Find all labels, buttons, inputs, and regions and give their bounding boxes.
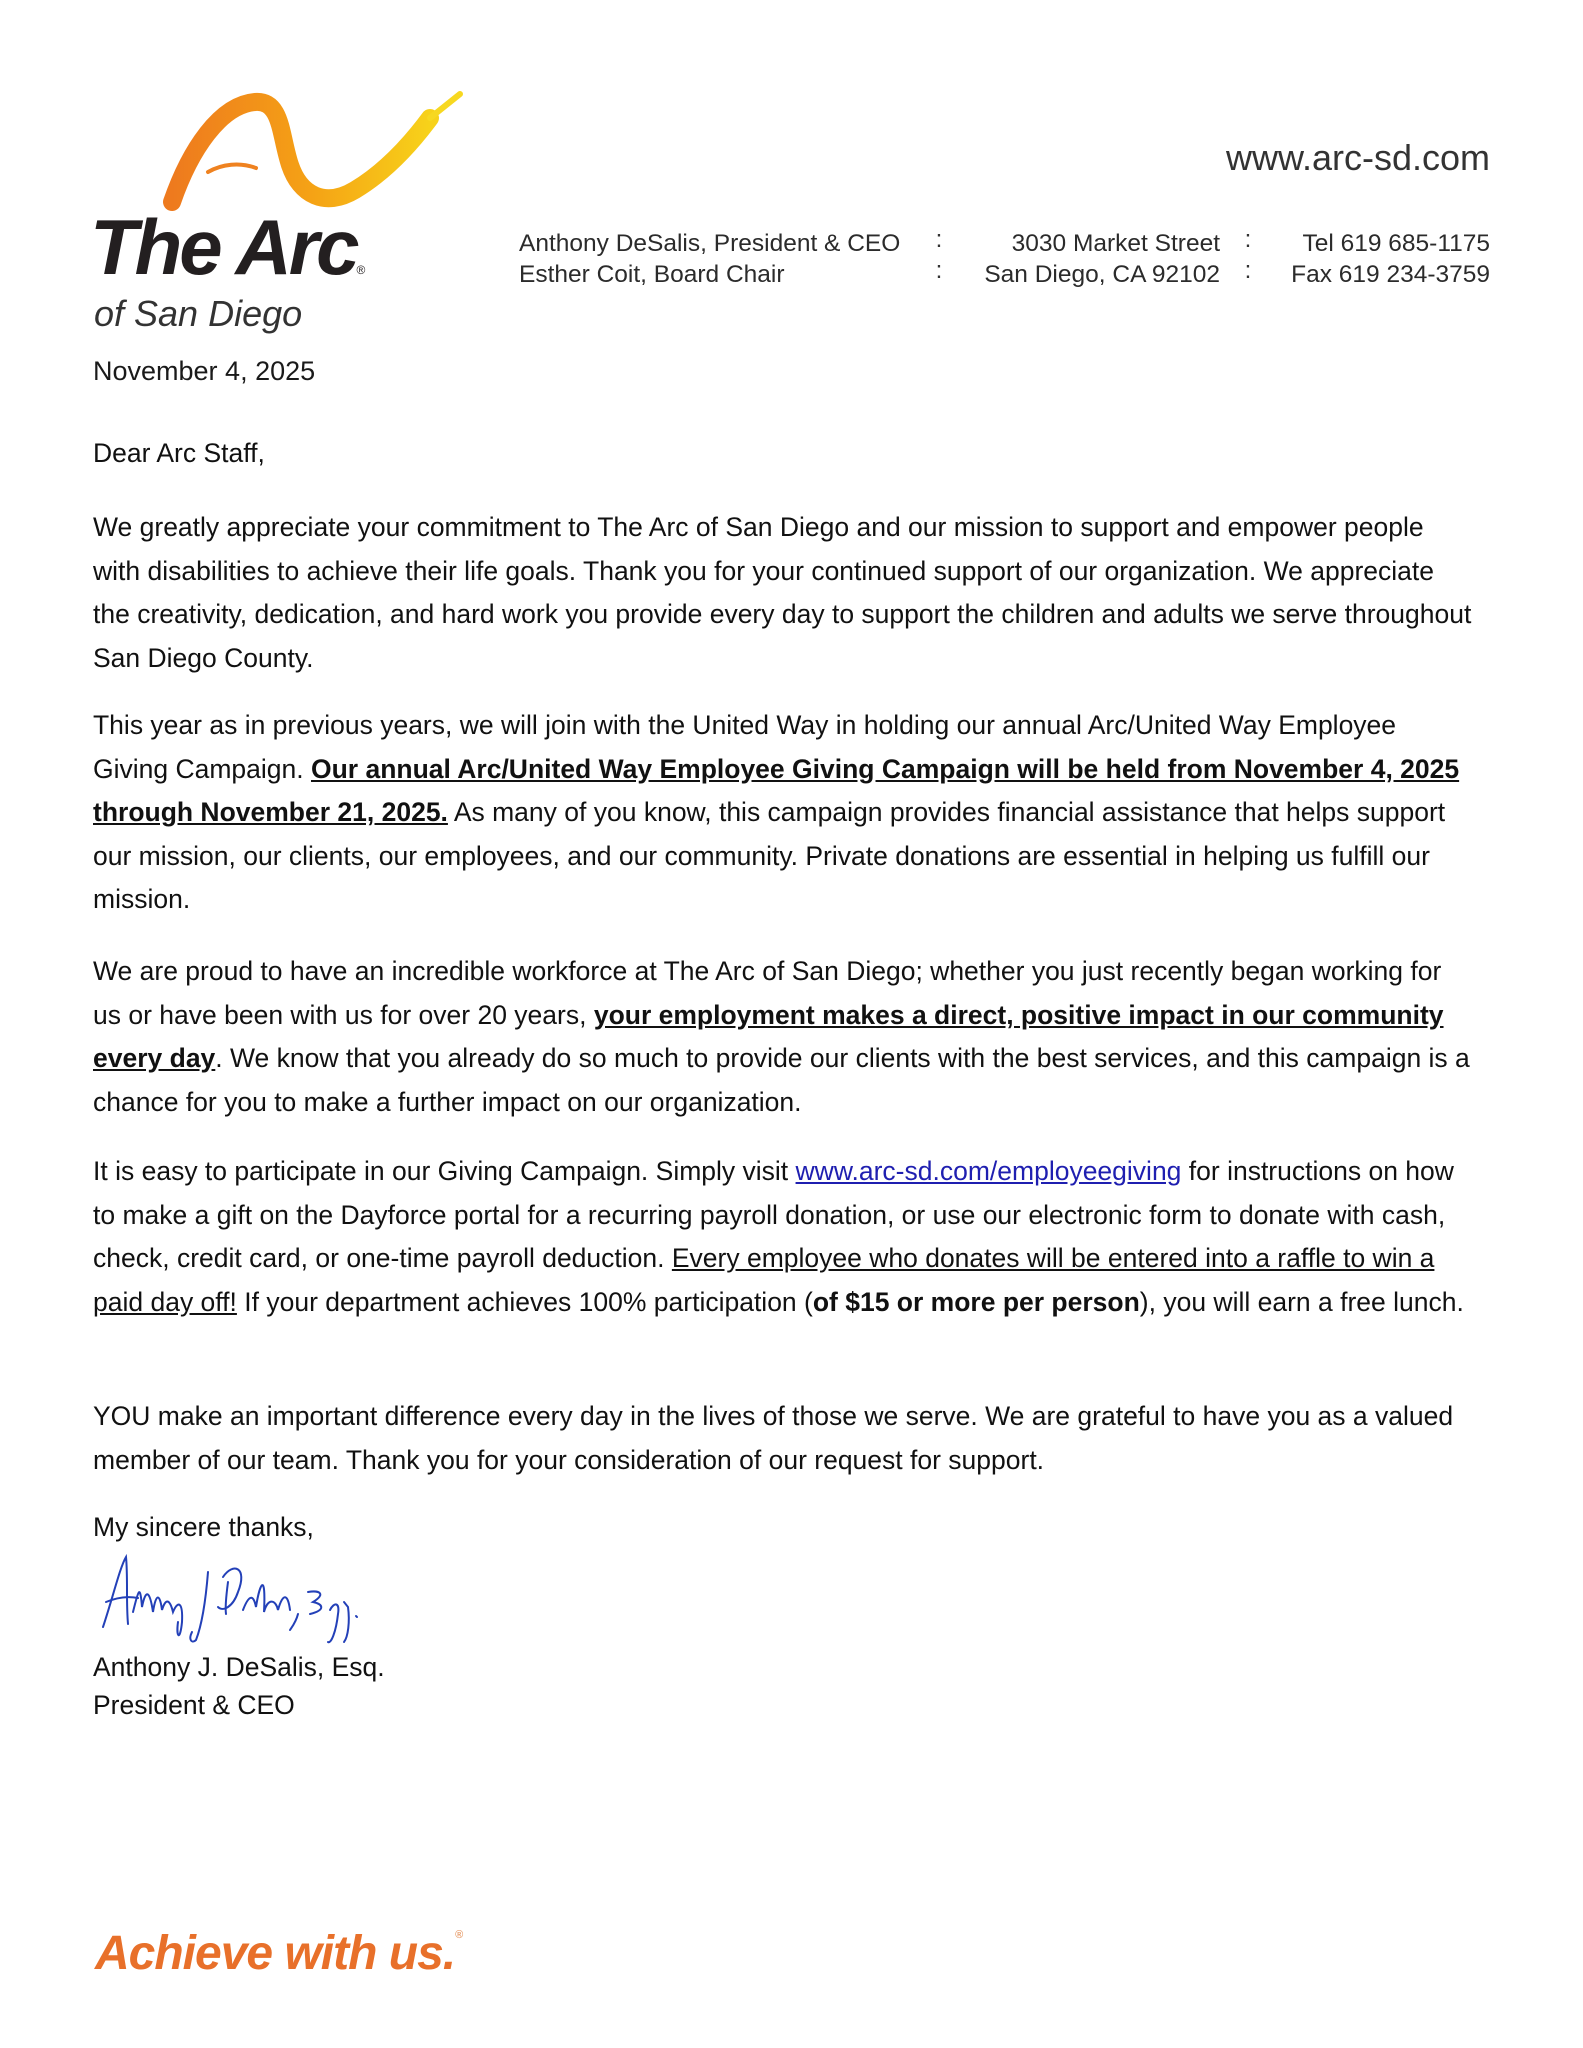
signature-icon: [98, 1552, 418, 1647]
fax: Fax 619 234-3759: [1291, 261, 1490, 288]
registered-mark: ®: [356, 263, 366, 277]
address-block: [968, 228, 1220, 290]
officer-ceo: Anthony DeSalis, President & CEO: [519, 230, 901, 257]
logo-subtitle: of San Diego: [94, 293, 303, 334]
telephone: Tel 619 685-1175: [1302, 230, 1490, 257]
closing: My sincere thanks,: [93, 1512, 314, 1542]
paragraph-3: We are proud to have an incredible workforce at The Arc of San Diego; whether you just recently began working for us or have been with us for over 20 years, your employment makes a direct, positive impact in our community every day. We know that you already do so much to provide our clients with the best services, and this campaign is a chance for you to make a further impact on our organization.: [93, 956, 1470, 1117]
signer-name: Anthony J. DeSalis, Esq.: [93, 1652, 385, 1682]
paragraph-5: YOU make an important difference every day in the lives of those we serve. We are grateful to have you as a valued member of our team. Thank you for your consideration of our request for support.: [93, 1401, 1454, 1475]
campaign-dates-emphasis: Our annual Arc/United Way Employee Giving Campaign will be held from November 4, 2025 through November 21, 2025.: [93, 753, 1460, 827]
website-url[interactable]: www.arc-sd.com: [1225, 137, 1490, 178]
paragraph-2: This year as in previous years, we will join with the United Way in holding our annual Arc/United Way Employee Giving Campaign. Our annual Arc/United Way Employee Giving Campaign will be held from November 4, 2025 through November 21, 2025. As many of you know, this campaign provides financial assistance that helps support our mission, our clients, our employees, and our community. Private donations are essential in helping us fulfill our mission.: [93, 710, 1460, 914]
signer-title: President & CEO: [93, 1690, 295, 1720]
officers-block: [519, 228, 900, 290]
salutation: Dear Arc Staff,: [93, 438, 265, 468]
footer-tagline: Achieve with us.®: [95, 1927, 463, 1980]
raffle-emphasis: Every employee who donates will be entered into a raffle to win a paid day off!: [93, 1243, 1435, 1317]
street-address: 3030 Market Street: [1011, 230, 1220, 257]
logo-wordmark: The Arc®: [90, 203, 366, 291]
minimum-amount-emphasis: of $15 or more per person: [812, 1286, 1140, 1317]
header-separator: : :: [935, 226, 943, 284]
paragraph-4: It is easy to participate in our Giving Campaign. Simply visit www.arc-sd.com/employeegiving for instructions on how to make a gift on the Dayforce portal for a recurring payroll donation, or use our electronic form to donate with cash, check, credit card, or one-time payroll deduction. Every employee who donates will be entered into a raffle to win a paid day off! If your department achieves 100% participation (of $15 or more per person), you will earn a free lunch.: [93, 1156, 1464, 1317]
officer-board-chair: Esther Coit, Board Chair: [519, 261, 785, 288]
phone-block: [1280, 228, 1490, 290]
impact-emphasis: your employment makes a direct, positive impact in our community every day: [93, 999, 1444, 1073]
city-state-zip: San Diego, CA 92102: [984, 261, 1220, 288]
employee-giving-link[interactable]: www.arc-sd.com/employeegiving: [795, 1156, 1182, 1186]
paragraph-1: We greatly appreciate your commitment to The Arc of San Diego and our mission to support and empower people with disabilities to achieve their life goals. Thank you for your continued support of our organization. We appreciate the creativity, dedication, and hard work you provide every day to support the children and adults we serve throughout San Diego County.: [93, 512, 1472, 673]
registered-mark: ®: [455, 1929, 463, 1941]
header-separator: : :: [1244, 226, 1252, 284]
letter-date: November 4, 2025: [93, 356, 316, 386]
